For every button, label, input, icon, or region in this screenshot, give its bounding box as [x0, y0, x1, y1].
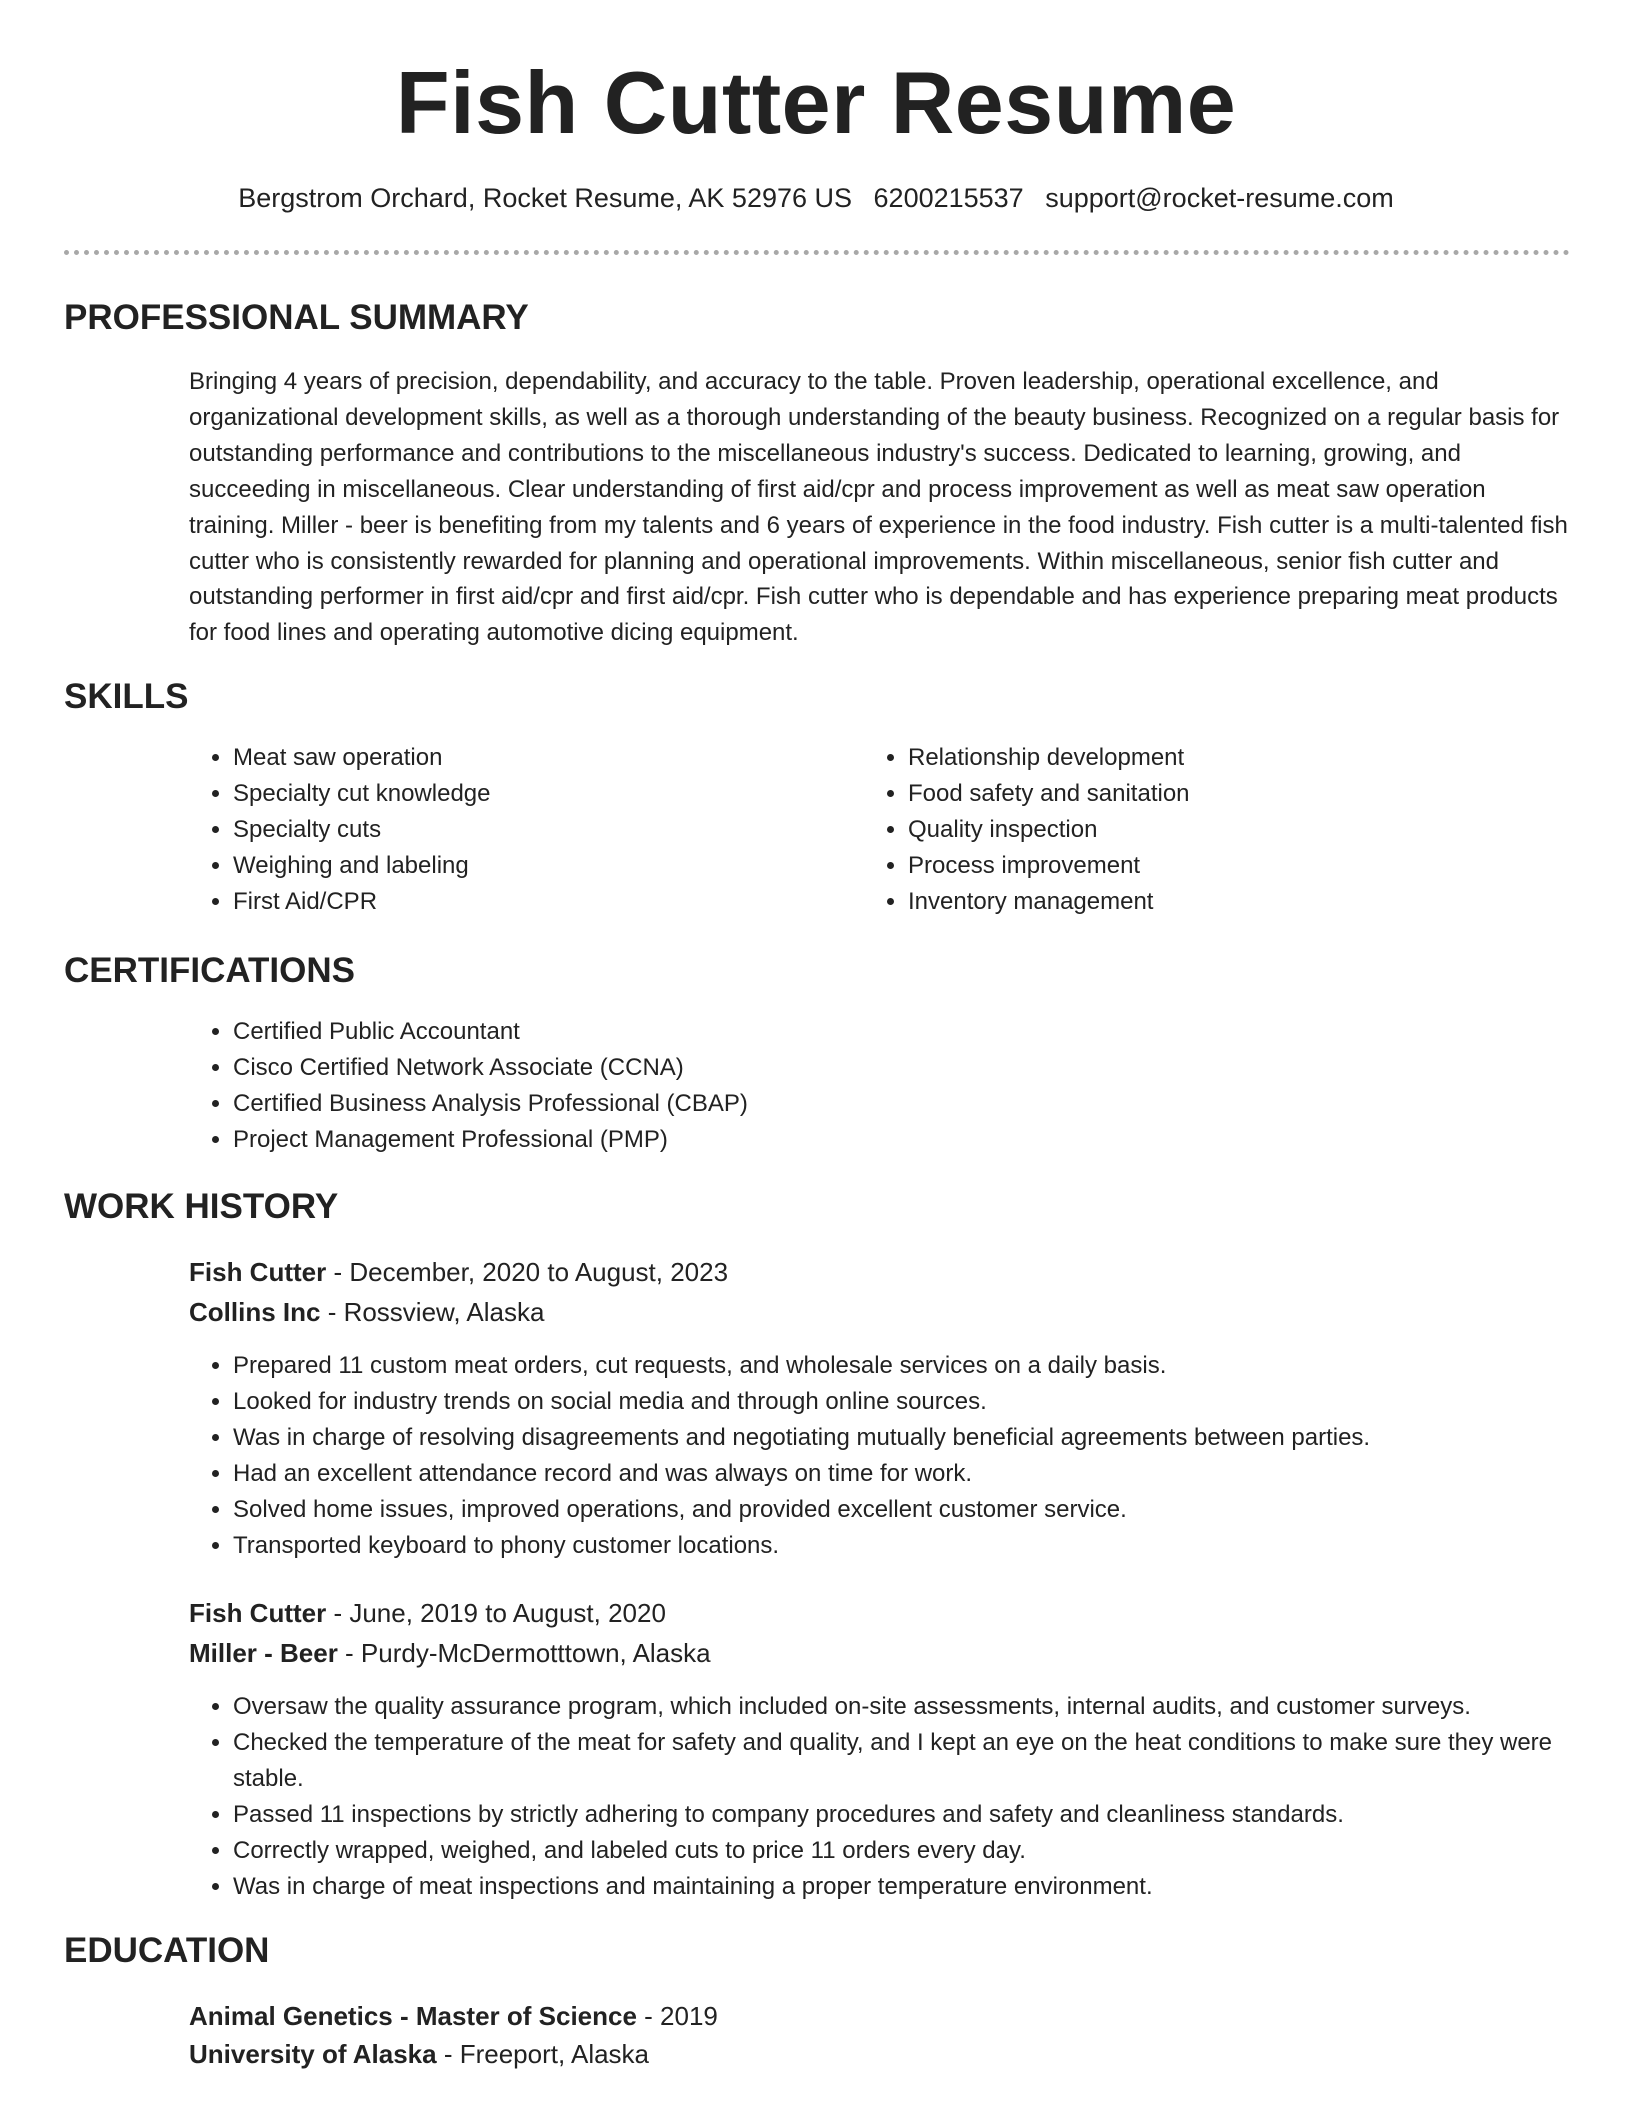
certifications-list [189, 1014, 1433, 1158]
list-item: • Project Management Professional (PMP) [233, 1122, 1433, 1158]
list-item: • Solved home issues, improved operations, and provided excellent customer service. [233, 1492, 1613, 1528]
job-bullets [189, 1689, 1613, 1905]
header-divider [64, 250, 1570, 255]
contact-line [0, 180, 1632, 216]
section-heading-education: EDUCATION [64, 1931, 270, 1970]
list-item: • Process improvement [908, 848, 1508, 884]
job-company-line [189, 1294, 544, 1330]
contact-address: Bergstrom Orchard, Rocket Resume, AK 52976 US [238, 183, 853, 213]
list-item: • Certified Business Analysis Professional (CBAP) [233, 1086, 1433, 1122]
contact-email: support@rocket-resume.com [1045, 183, 1394, 213]
job-company: Collins Inc [189, 1297, 321, 1327]
list-item: • Quality inspection [908, 812, 1508, 848]
list-item: • Meat saw operation [233, 740, 813, 776]
education-location: - Freeport, Alaska [436, 2039, 650, 2069]
job-dates: - June, 2019 to August, 2020 [326, 1598, 666, 1628]
job-bullets [189, 1348, 1613, 1564]
list-item: • First Aid/CPR [233, 884, 813, 920]
resume-title: Fish Cutter Resume [395, 53, 1237, 152]
list-item: • Correctly wrapped, weighed, and labeled cuts to price 11 orders every day. [233, 1833, 1613, 1869]
list-item: • Prepared 11 custom meat orders, cut requests, and wholesale services on a daily basis. [233, 1348, 1613, 1384]
list-item: • Passed 11 inspections by strictly adhering to company procedures and safety and cleanliness standards. [233, 1797, 1613, 1833]
job-company: Miller - Beer [189, 1638, 338, 1668]
education-year: - 2019 [636, 2001, 718, 2031]
list-item: • Was in charge of meat inspections and maintaining a proper temperature environment. [233, 1869, 1613, 1905]
job-location: - Rossview, Alaska [320, 1297, 545, 1327]
job-title: Fish Cutter [189, 1257, 327, 1287]
list-item: • Transported keyboard to phony customer locations. [233, 1528, 1613, 1564]
education-school-line [189, 2036, 649, 2072]
education-school: University of Alaska [189, 2039, 437, 2069]
education-degree: Animal Genetics - Master of Science [189, 2001, 637, 2031]
section-heading-certifications: CERTIFICATIONS [64, 951, 356, 990]
list-item: • Food safety and sanitation [908, 776, 1508, 812]
job-title-line [189, 1254, 728, 1290]
list-item: • Checked the temperature of the meat for safety and quality, and I kept an eye on the heat conditions to make sure they were stable. [233, 1725, 1613, 1797]
education-degree-line [189, 1998, 718, 2034]
section-heading-summary: PROFESSIONAL SUMMARY [64, 298, 529, 337]
list-item: • Weighing and labeling [233, 848, 813, 884]
list-item: • Cisco Certified Network Associate (CCNA) [233, 1050, 1433, 1086]
list-item: • Certified Public Accountant [233, 1014, 1433, 1050]
section-heading-work-history: WORK HISTORY [64, 1187, 339, 1226]
contact-phone: 6200215537 [873, 183, 1024, 213]
job-title-line [189, 1595, 666, 1631]
job-location: - Purdy-McDermotttown, Alaska [337, 1638, 711, 1668]
list-item: • Specialty cut knowledge [233, 776, 813, 812]
job-title: Fish Cutter [189, 1598, 327, 1628]
list-item: • Had an excellent attendance record and was always on time for work. [233, 1456, 1613, 1492]
job-company-line [189, 1635, 711, 1671]
list-item: • Oversaw the quality assurance program, which included on-site assessments, internal audits, and customer surveys. [233, 1689, 1613, 1725]
list-item: • Inventory management [908, 884, 1508, 920]
list-item: • Relationship development [908, 740, 1508, 776]
section-heading-skills: SKILLS [64, 677, 189, 716]
list-item: • Was in charge of resolving disagreements and negotiating mutually beneficial agreements between parties. [233, 1420, 1613, 1456]
list-item: • Specialty cuts [233, 812, 813, 848]
summary-text: Bringing 4 years of precision, dependability, and accuracy to the table. Proven leadership, operational excellence, and organizational development skills, as well as a thorough understanding of the beauty business. Recognized on a regular basis for outstanding performance and contributions to the miscellaneous industry's success. Dedicated to learning, growing, and succeeding in miscellaneous. Clear understanding of first aid/cpr and process improvement as well as meat saw operation training. Miller - beer is benefiting from my talents and 6 years of experience in the food industry. Fish cutter is a multi-talented fish cutter who is consistently rewarded for planning and operational improvements. Within miscellaneous, senior fish cutter and outstanding performer in first aid/cpr and first aid/cpr. Fish cutter who is dependable and has experience preparing meat products for food lines and operating automotive dicing equipment. [189, 368, 1568, 647]
job-dates: - December, 2020 to August, 2023 [326, 1257, 729, 1287]
list-item: • Looked for industry trends on social media and through online sources. [233, 1384, 1613, 1420]
skills-list-left [189, 740, 813, 920]
skills-list-right [864, 740, 1508, 920]
